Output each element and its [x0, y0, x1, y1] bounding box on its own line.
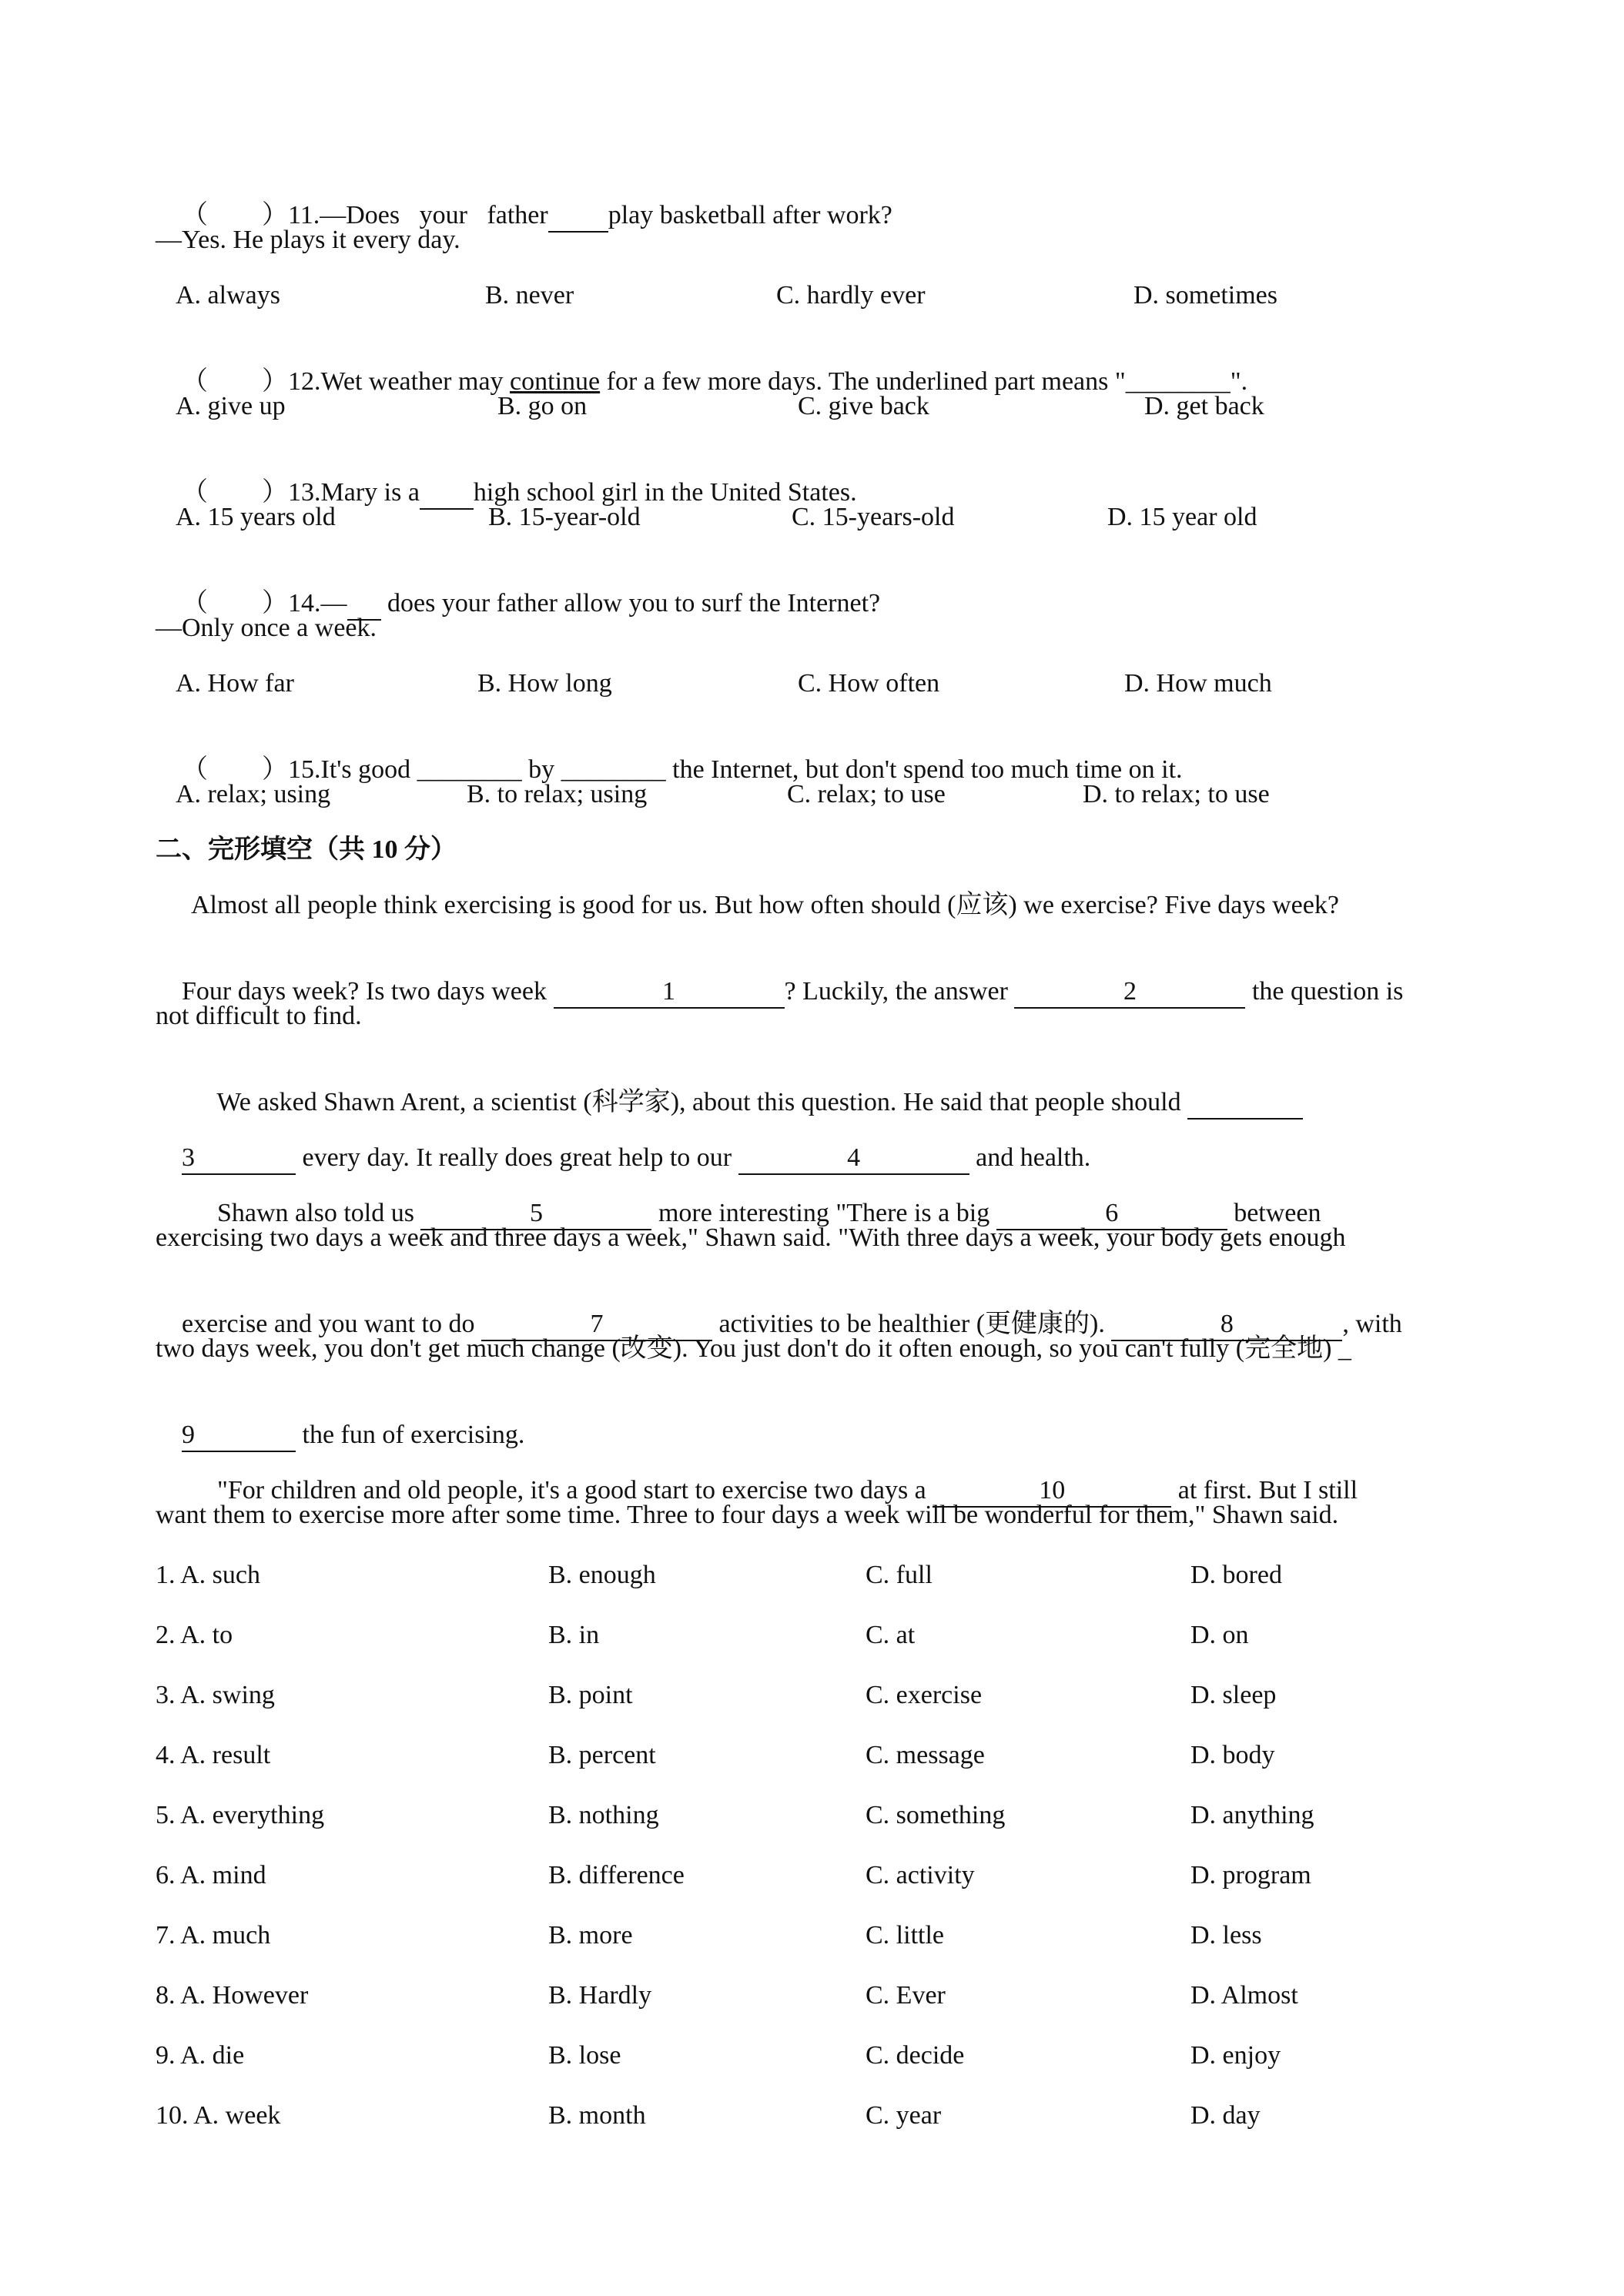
cloze-blank-3: 3	[182, 1143, 296, 1175]
cloze-option-1-a: 1. A. such	[156, 1561, 260, 1589]
passage-text: more interesting "There is a big	[651, 1199, 996, 1227]
cloze-option-4-a: 4. A. result	[156, 1741, 271, 1769]
cloze-blank-4: 4	[738, 1143, 969, 1175]
cloze-option-10-c: C. year	[866, 2101, 942, 2130]
passage-text: every day. It really does great help to our	[296, 1143, 738, 1172]
cloze-option-6-b: B. difference	[548, 1861, 685, 1889]
cloze-option-5-b: B. nothing	[548, 1801, 659, 1829]
cloze-option-9-a: 9. A. die	[156, 2041, 245, 2070]
cloze-option-5-d: D. anything	[1190, 1801, 1314, 1829]
passage-text: exercise and you want to do	[182, 1310, 481, 1338]
passage-text: at first. But I still	[1171, 1476, 1358, 1504]
question-text: for a few more days. The underlined part means "________".	[600, 367, 1248, 396]
option-a: A. always	[176, 281, 280, 310]
option-row	[0, 391, 1624, 422]
passage-line: want them to exercise more after some time. Three to four days a week will be wonderful for them," Shawn said.	[156, 1501, 1339, 1529]
option-c: C. give back	[798, 392, 929, 420]
cloze-blank-2: 2	[1014, 976, 1245, 1009]
cloze-option-10-b: B. month	[548, 2101, 646, 2130]
cloze-option-2-c: C. at	[866, 1621, 916, 1649]
cloze-option-1-c: C. full	[866, 1561, 933, 1589]
cloze-option-5-c: C. something	[866, 1801, 1006, 1829]
question-text: —Does your father	[320, 201, 548, 229]
question-text: play basketball after work?	[608, 201, 892, 229]
answer-paren-open: （	[182, 478, 208, 507]
option-b: B. 15-year-old	[488, 503, 641, 531]
option-row	[0, 280, 1624, 311]
option-d: D. How much	[1124, 669, 1272, 698]
option-c: C. How often	[798, 669, 940, 698]
option-d: D. sometimes	[1133, 281, 1277, 310]
passage-text: Shawn also told us	[217, 1199, 421, 1227]
cloze-option-4-b: B. percent	[548, 1741, 656, 1769]
cloze-option-10-d: D. day	[1190, 2101, 1261, 2130]
answer-paren-open: （	[182, 755, 208, 784]
cloze-blank-10: 10	[933, 1475, 1171, 1508]
cloze-option-5-a: 5. A. everything	[156, 1801, 325, 1829]
option-c: C. 15-years-old	[792, 503, 955, 531]
cloze-option-7-b: B. more	[548, 1921, 633, 1950]
option-a: A. 15 years old	[176, 503, 336, 531]
answer-paren-close: ）	[262, 367, 288, 396]
option-b: B. never	[485, 281, 574, 310]
cloze-option-8-d: D. Almost	[1190, 1981, 1298, 2010]
section-heading: 二、完形填空（共 10 分）	[156, 835, 457, 864]
answer-line: —Only once a week.	[156, 614, 377, 642]
cloze-option-8-b: B. Hardly	[548, 1981, 652, 2010]
cloze-option-3-d: D. sleep	[1190, 1681, 1277, 1709]
cloze-option-8-a: 8. A. However	[156, 1981, 309, 2010]
cloze-option-9-c: C. decide	[866, 2041, 965, 2070]
answer-paren-close: ）	[262, 478, 288, 507]
option-a: A. relax; using	[176, 780, 331, 808]
passage-line: two days week, you don't get much change (改变). You just don't do it often enough, so you can't fully (完全地) _	[156, 1334, 1351, 1363]
question-number: 14.	[288, 589, 321, 618]
cloze-option-1-d: D. bored	[1190, 1561, 1282, 1589]
passage-text: the fun of exercising.	[296, 1421, 525, 1449]
question-text: Wet weather may	[320, 367, 511, 396]
option-b: B. to relax; using	[467, 780, 648, 808]
question-text: high school girl in the United States.	[473, 478, 857, 507]
cloze-option-9-d: D. enjoy	[1190, 2041, 1281, 2070]
cloze-option-3-a: 3. A. swing	[156, 1681, 275, 1709]
cloze-option-7-a: 7. A. much	[156, 1921, 271, 1950]
question-number: 11.	[288, 201, 320, 229]
option-b: B. go on	[497, 392, 588, 420]
option-c: C. hardly ever	[776, 281, 926, 310]
cloze-option-3-c: C. exercise	[866, 1681, 983, 1709]
answer-paren-open: （	[182, 589, 208, 618]
cloze-option-9-b: B. lose	[548, 2041, 621, 2070]
option-d: D. get back	[1144, 392, 1264, 420]
answer-paren-close: ）	[262, 201, 288, 229]
passage-text: Four days week? Is two days week	[182, 977, 554, 1006]
option-b: B. How long	[477, 669, 612, 698]
option-a: A. How far	[176, 669, 294, 698]
answer-line: —Yes. He plays it every day.	[156, 226, 460, 254]
cloze-option-2-a: 2. A. to	[156, 1621, 233, 1649]
cloze-option-7-c: C. little	[866, 1921, 944, 1950]
cloze-blank-9: 9	[182, 1420, 296, 1452]
question-number: 12.	[288, 367, 321, 396]
option-d: D. to relax; to use	[1083, 780, 1270, 808]
answer-blank	[548, 200, 608, 233]
cloze-option-10-a: 10. A. week	[156, 2101, 281, 2130]
cloze-option-4-c: C. message	[866, 1741, 985, 1769]
passage-text: activities to be healthier (更健康的).	[712, 1310, 1112, 1338]
passage-text: "For children and old people, it's a good start to exercise two days a	[217, 1476, 933, 1504]
question-number: 15.	[288, 755, 321, 784]
answer-paren-open: （	[182, 201, 208, 229]
cloze-blank-6: 6	[996, 1198, 1227, 1230]
cloze-option-6-c: C. activity	[866, 1861, 975, 1889]
cloze-option-1-b: B. enough	[548, 1561, 656, 1589]
passage-line: Almost all people think exercising is good for us. But how often should (应该) we exercise? Five days week?	[191, 891, 1339, 919]
answer-paren-close: ）	[262, 755, 288, 784]
answer-paren-close: ）	[262, 589, 288, 618]
passage-text: between	[1227, 1199, 1321, 1227]
option-a: A. give up	[176, 392, 286, 420]
question-text: Mary is a	[320, 478, 420, 507]
cloze-option-7-d: D. less	[1190, 1921, 1262, 1950]
cloze-blank-1: 1	[554, 976, 785, 1009]
passage-text: , with	[1342, 1310, 1402, 1338]
answer-paren-open: （	[182, 367, 208, 396]
cloze-option-6-d: D. program	[1190, 1861, 1311, 1889]
option-row	[0, 502, 1624, 533]
cloze-option-3-b: B. point	[548, 1681, 633, 1709]
option-row	[0, 668, 1624, 699]
option-row	[0, 779, 1624, 810]
cloze-option-8-c: C. Ever	[866, 1981, 946, 2010]
cloze-option-4-d: D. body	[1190, 1741, 1275, 1769]
question-text: does your father allow you to surf the Internet?	[380, 589, 881, 618]
cloze-blank-5: 5	[420, 1198, 651, 1230]
passage-text: ? Luckily, the answer	[784, 977, 1015, 1006]
cloze-option-2-b: B. in	[548, 1621, 600, 1649]
cloze-blank-3-start	[1187, 1087, 1303, 1120]
cloze-blank-8: 8	[1111, 1309, 1342, 1341]
passage-text: and health.	[969, 1143, 1091, 1172]
question-text: —	[320, 589, 347, 618]
passage-line: exercising two days a week and three days a week," Shawn said. "With three days a week, your body gets enough	[156, 1223, 1346, 1252]
cloze-blank-7: 7	[481, 1309, 712, 1341]
passage-text: We asked Shawn Arent, a scientist (科学家), about this question. He said that people should	[216, 1088, 1188, 1116]
question-text: It's good ________ by ________ the Internet, but don't spend too much time on it.	[320, 755, 1183, 784]
passage-line: not difficult to find.	[156, 1002, 362, 1030]
cloze-option-2-d: D. on	[1190, 1621, 1249, 1649]
passage-text: the question is	[1245, 977, 1404, 1006]
cloze-option-6-a: 6. A. mind	[156, 1861, 266, 1889]
option-d: D. 15 year old	[1107, 503, 1257, 531]
question-number: 13.	[288, 478, 321, 507]
option-c: C. relax; to use	[787, 780, 946, 808]
underlined-word: continue	[510, 367, 601, 396]
